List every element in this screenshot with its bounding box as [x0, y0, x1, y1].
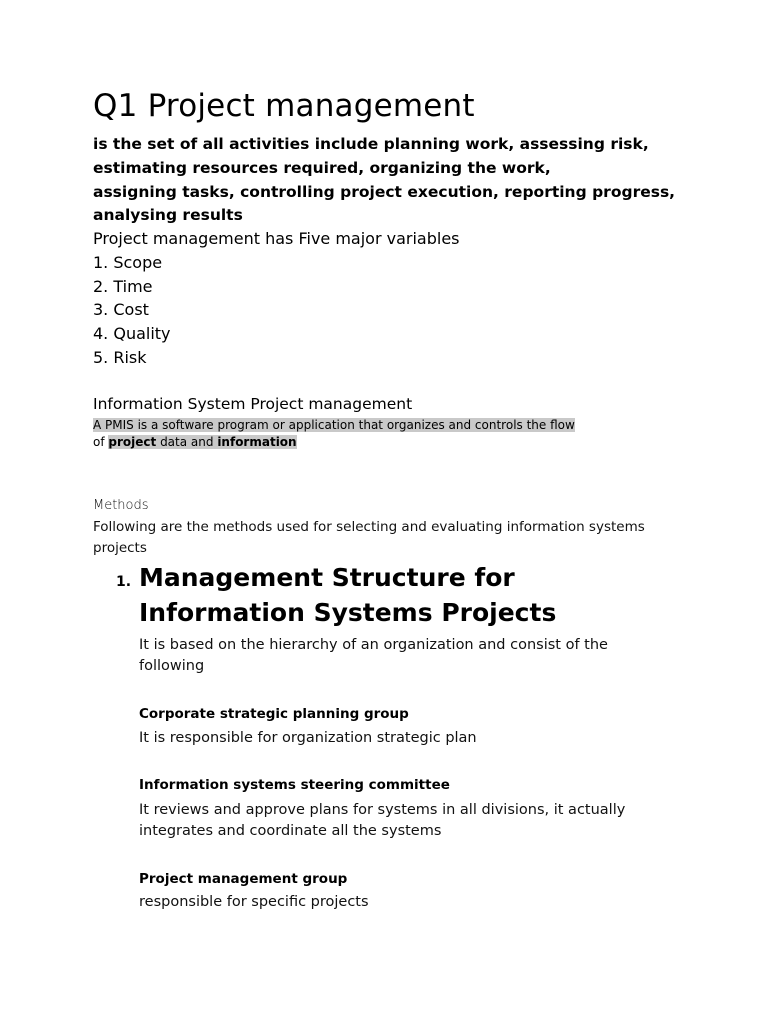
variables-block: [93, 227, 460, 370]
section-body: It is based on the hierarchy of an organization and consist of the following: [139, 637, 608, 674]
intro-paragraph: [93, 133, 693, 228]
intro-line: is the set of all activities include planning work, assessing risk,: [93, 135, 649, 153]
group-body: responsible for specific projects: [139, 894, 369, 910]
pmis-line-2-middle: data and: [156, 435, 218, 449]
group-heading: Corporate strategic planning group: [139, 706, 409, 722]
group-heading: Project management group: [139, 871, 348, 887]
variable-item: 3. Cost: [93, 300, 149, 320]
group-heading: Information systems steering committee: [139, 777, 450, 793]
variables-heading: Project management has Five major variables: [93, 229, 460, 248]
intro-line: assigning tasks, controlling project execution, reporting progress,: [93, 182, 676, 201]
variable-item: 5. Risk: [93, 347, 147, 367]
group-body: It is responsible for organization strategic plan: [139, 730, 477, 746]
pmis-line-2-prefix: of: [93, 435, 109, 449]
variable-item: 4. Quality: [93, 324, 171, 344]
methods-description: Following are the methods used for selecting and evaluating information systems projects: [93, 519, 645, 556]
section-number: 1.: [116, 574, 132, 590]
group-body: It reviews and approve plans for systems in all divisions, it actually integrates and coordinate all the systems: [139, 802, 626, 839]
pmis-bold-information: information: [217, 435, 297, 449]
page-title: Q1 Project management: [93, 88, 475, 124]
intro-line: estimating resources required, organizing the work,: [93, 158, 551, 177]
methods-label: Methods: [93, 498, 149, 513]
intro-line: analysing results: [93, 206, 243, 225]
variable-item: 1. Scope: [93, 252, 163, 272]
variables-list: [93, 251, 460, 370]
pmis-line-1: A PMIS is a software program or application that organizes and controls the flow: [93, 418, 575, 432]
pmis-bold-project: project: [108, 435, 157, 449]
pmis-definition: [93, 417, 633, 451]
isp-heading: Information System Project management: [93, 395, 413, 413]
section-heading: Management Structure for Information Systems Projects: [139, 563, 557, 627]
variable-item: 2. Time: [93, 276, 153, 296]
